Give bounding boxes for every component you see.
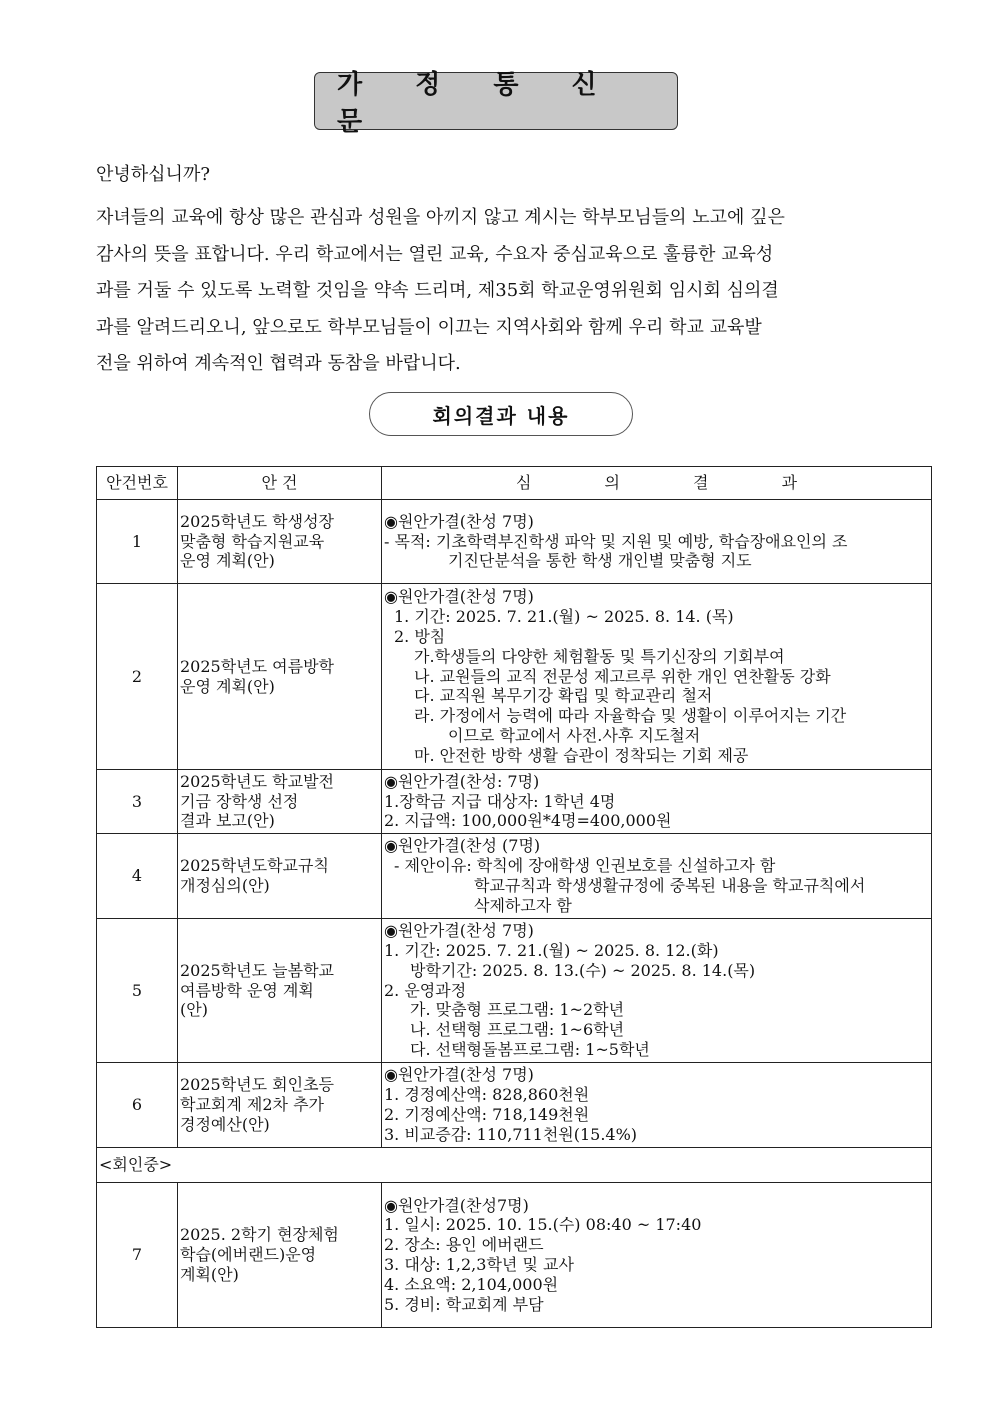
page-title: 가 정 통 신 문 xyxy=(314,72,678,130)
table-row xyxy=(97,1063,932,1148)
table-subheading-row xyxy=(97,1148,932,1183)
school-subheading: <회인중> xyxy=(97,1148,932,1183)
agenda-result: ◉원안가결(찬성 (7명) - 제안이유: 학칙에 장애학생 인권보호를 신설하고자 함 학교규칙과 학생생활규정에 중복된 내용을 학교규칙에서 삭제하고자 함 xyxy=(382,834,932,919)
table-row xyxy=(97,1183,932,1328)
header-number: 안건번호 xyxy=(97,467,178,500)
greeting: 안녕하십니까? xyxy=(96,164,210,185)
agenda-number: 4 xyxy=(97,834,178,919)
agenda-number: 1 xyxy=(97,500,178,584)
agenda-result: ◉원안가결(찬성: 7명) 1.장학금 지급 대상자: 1학년 4명 2. 지급액: 100,000원*4명=400,000원 xyxy=(382,770,932,834)
agenda-title: 2025. 2학기 현장체험 학습(에버랜드)운영 계획(안) xyxy=(178,1183,382,1328)
intro-line: 전을 위하여 계속적인 협력과 동참을 바랍니다. xyxy=(96,353,461,374)
agenda-result: ◉원안가결(찬성7명) 1. 일시: 2025. 10. 15.(수) 08:40 ~ 17:40 2. 장소: 용인 에버랜드 3. 대상: 1,2,3학년 및 교사 4. 소요액: 2,104,000원 5. 경비: 학교회계 부담 xyxy=(382,1183,932,1328)
table-row xyxy=(97,919,932,1063)
table-row xyxy=(97,834,932,919)
intro-line: 과를 알려드리오니, 앞으로도 학부모님들이 이끄는 지역사회와 함께 우리 학교 교육발 xyxy=(96,316,762,338)
intro-line: 자녀들의 교육에 항상 많은 관심과 성원을 아끼지 않고 계시는 학부모님들의 노고에 깊은 xyxy=(96,207,785,228)
agenda-result: ◉원안가결(찬성 7명) 1. 기간: 2025. 7. 21.(월) ~ 2025. 8. 14. (목) 2. 방침 가.학생들의 다양한 체험활동 및 특기신장의 기회부여 나. 교원들의 교직 전문성 제고르루 위한 개인 연찬활동 강화 다. 교직원 복무기강 확립 및 학교관리 철저 라. 가정에서 능력에 따라 자율학습 및 생활이 이루어지는 기간 이므로 학교에서 사전.사후 지도철저 마. 안전한 방학 생활 습관이 정착되는 기회 제공 xyxy=(382,584,932,770)
agenda-title: 2025학년도 여름방학 운영 계획(안) xyxy=(178,584,382,770)
table-row xyxy=(97,770,932,834)
intro-line: 과를 거둘 수 있도록 노력할 것임을 약속 드리며, 제35회 학교운영위원회 임시회 심의결 xyxy=(96,280,779,301)
agenda-title: 2025학년도 학교발전 기금 장학생 선정 결과 보고(안) xyxy=(178,770,382,834)
agenda-title: 2025학년도학교규칙 개정심의(안) xyxy=(178,834,382,919)
section-title: 회의결과 내용 xyxy=(369,392,633,436)
results-table xyxy=(96,466,932,1328)
intro-line: 감사의 뜻을 표합니다. 우리 학교에서는 열린 교육, 수요자 중심교육으로 훌륭한 교육성 xyxy=(96,243,774,265)
table-row xyxy=(97,584,932,770)
agenda-number: 3 xyxy=(97,770,178,834)
agenda-number: 7 xyxy=(97,1183,178,1328)
agenda-number: 6 xyxy=(97,1063,178,1148)
agenda-result: ◉원안가결(찬성 7명) 1. 기간: 2025. 7. 21.(월) ~ 2025. 8. 12.(화) 방학기간: 2025. 8. 13.(수) ~ 2025. 8. 14.(목) 2. 운영과정 가. 맞춤형 프로그램: 1~2학년 나. 선택형 프로그램: 1~6학년 다. 선택형돌봄프로그램: 1~5학년 xyxy=(382,919,932,1063)
agenda-title: 2025학년도 늘봄학교 여름방학 운영 계획 (안) xyxy=(178,919,382,1063)
agenda-result: ◉원안가결(찬성 7명) 1. 경정예산액: 828,860천원 2. 기정예산액: 718,149천원 3. 비교증감: 110,711천원(15.4%) xyxy=(382,1063,932,1148)
agenda-title: 2025학년도 회인초등 학교회계 제2차 추가 경정예산(안) xyxy=(178,1063,382,1148)
intro-paragraph xyxy=(96,200,896,383)
agenda-number: 2 xyxy=(97,584,178,770)
header-result: 심 의 결 과 xyxy=(382,467,932,500)
agenda-result: ◉원안가결(찬성 7명) - 목적: 기초학력부진학생 파악 및 지원 및 예방, 학습장애요인의 조 기진단분석을 통한 학생 개인별 맞춤형 지도 xyxy=(382,500,932,584)
table-header-row xyxy=(97,467,932,500)
agenda-number: 5 xyxy=(97,919,178,1063)
header-agenda: 안 건 xyxy=(178,467,382,500)
agenda-title: 2025학년도 학생성장 맞춤형 학습지원교육 운영 계획(안) xyxy=(178,500,382,584)
table-row xyxy=(97,500,932,584)
